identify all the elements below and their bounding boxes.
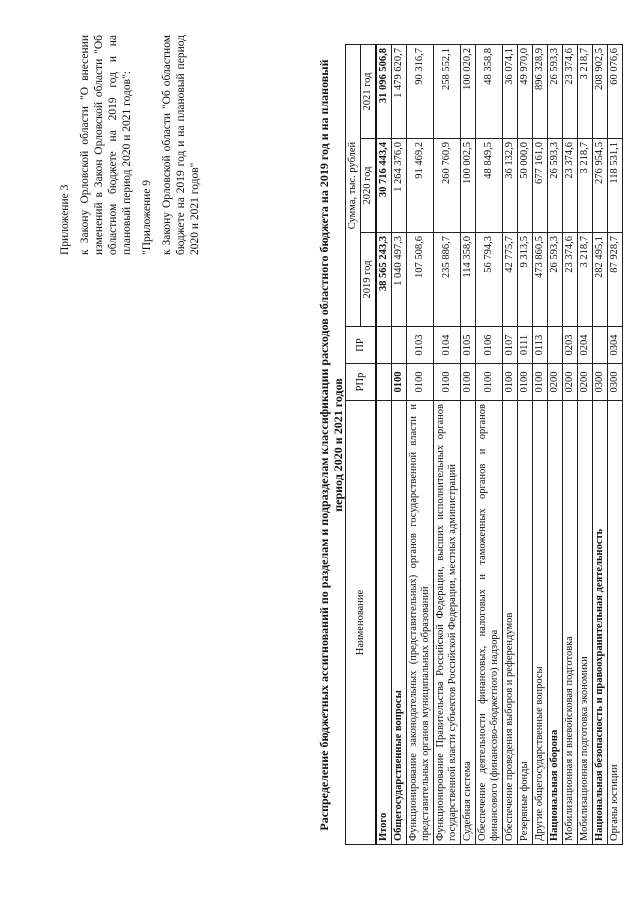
row-value-2020: 91 469,2 xyxy=(407,139,434,233)
row-rpr: 0100 xyxy=(503,364,518,401)
row-value-2020: 1 264 376,0 xyxy=(392,139,407,233)
row-value-2019: 38 565 243,3 xyxy=(376,233,392,327)
appendix-original-number: "Приложение 9 xyxy=(141,179,153,255)
row-value-2019: 23 374,6 xyxy=(563,233,578,327)
table-row xyxy=(518,45,533,845)
row-name: Национальная безопасность и правоохранительная деятельность xyxy=(593,401,608,845)
header-name: Наименование xyxy=(346,401,377,845)
row-rpr: 0100 xyxy=(434,364,461,401)
row-value-2021: 26 593,3 xyxy=(548,45,563,139)
row-name: Функционирование Правительства Российской Федерации, высших исполнительных органов государственной власти субъектов Российской Федерации, местных администраций xyxy=(434,401,461,845)
table-row xyxy=(407,45,434,845)
row-name: Итого xyxy=(376,401,392,845)
table-row xyxy=(548,45,563,845)
row-rpr: 0300 xyxy=(593,364,608,401)
appendix-block xyxy=(58,35,208,255)
row-value-2020: 3 218,7 xyxy=(578,139,593,233)
row-value-2021: 31 096 506,8 xyxy=(376,45,392,139)
row-pr: 0304 xyxy=(608,327,623,364)
row-name: Обеспечение проведения выборов и референдумов xyxy=(503,401,518,845)
row-value-2021: 48 358,8 xyxy=(476,45,503,139)
row-value-2019: 56 794,3 xyxy=(476,233,503,327)
row-pr xyxy=(593,327,608,364)
table-row xyxy=(434,45,461,845)
row-name: Другие общегосударственные вопросы xyxy=(533,401,548,845)
table-row xyxy=(461,45,476,845)
row-pr: 0103 xyxy=(407,327,434,364)
row-value-2019: 282 495,1 xyxy=(593,233,608,327)
row-value-2021: 60 076,6 xyxy=(608,45,623,139)
row-pr xyxy=(548,327,563,364)
row-pr: 0107 xyxy=(503,327,518,364)
row-name: Органы юстиции xyxy=(608,401,623,845)
row-pr: 0113 xyxy=(533,327,548,364)
table-row xyxy=(476,45,503,845)
row-value-2019: 42 775,7 xyxy=(503,233,518,327)
appendix-law-reference: к Закону Орловской области "О внесении изменений в Закон Орловской области "Об областном бюджете на 2019 год и на плановый период 2020 и 2021 годов": xyxy=(79,35,133,255)
row-value-2019: 9 313,5 xyxy=(518,233,533,327)
row-value-2020: 677 161,0 xyxy=(533,139,548,233)
table-row xyxy=(376,45,392,845)
row-name: Общегосударственные вопросы xyxy=(392,401,407,845)
header-2021: 2021 год xyxy=(361,45,377,139)
row-rpr: 0100 xyxy=(461,364,476,401)
document-title: Распределение бюджетных ассигнований по разделам и подразделам классификации расходов областного бюджета на 2019 год и на плановый период 2020 и 2021 годов xyxy=(317,59,345,831)
row-rpr: 0200 xyxy=(548,364,563,401)
header-pr: ПР xyxy=(346,327,377,364)
row-value-2021: 1 479 620,7 xyxy=(392,45,407,139)
table-row xyxy=(533,45,548,845)
header-rpr: РПр xyxy=(346,364,377,401)
row-value-2021: 90 316,7 xyxy=(407,45,434,139)
header-sum: Сумма, тыс. рублей xyxy=(346,45,361,327)
row-pr: 0111 xyxy=(518,327,533,364)
row-value-2021: 100 020,2 xyxy=(461,45,476,139)
row-value-2019: 1 040 497,3 xyxy=(392,233,407,327)
table-row xyxy=(578,45,593,845)
row-value-2020: 30 716 443,4 xyxy=(376,139,392,233)
row-rpr: 0300 xyxy=(608,364,623,401)
row-value-2021: 36 074,1 xyxy=(503,45,518,139)
row-rpr: 0200 xyxy=(563,364,578,401)
row-rpr: 0100 xyxy=(533,364,548,401)
table-row xyxy=(608,45,623,845)
row-value-2021: 49 970,0 xyxy=(518,45,533,139)
row-value-2020: 26 593,3 xyxy=(548,139,563,233)
row-pr xyxy=(392,327,407,364)
row-value-2021: 258 552,1 xyxy=(434,45,461,139)
table-row xyxy=(563,45,578,845)
row-rpr xyxy=(376,364,392,401)
row-name: Мобилизационная подготовка экономики xyxy=(578,401,593,845)
appendix-number: Приложение 3 xyxy=(59,184,71,255)
row-rpr: 0100 xyxy=(392,364,407,401)
row-value-2020: 36 132,9 xyxy=(503,139,518,233)
budget-table xyxy=(345,44,623,845)
row-value-2020: 23 374,6 xyxy=(563,139,578,233)
row-name: Обеспечение деятельности финансовых, налоговых и таможенных органов и органов финансового (финансово-бюджетного) надзора xyxy=(476,401,503,845)
row-pr xyxy=(376,327,392,364)
row-value-2019: 473 860,5 xyxy=(533,233,548,327)
row-value-2020: 276 954,5 xyxy=(593,139,608,233)
row-name: Функционирование законодательных (представительных) органов государственной власти и представительных органов муниципальных образований xyxy=(407,401,434,845)
row-value-2019: 114 358,0 xyxy=(461,233,476,327)
row-value-2020: 260 760,9 xyxy=(434,139,461,233)
row-value-2020: 48 849,5 xyxy=(476,139,503,233)
row-value-2021: 23 374,6 xyxy=(563,45,578,139)
row-name: Судебная система xyxy=(461,401,476,845)
row-value-2019: 235 886,7 xyxy=(434,233,461,327)
row-rpr: 0100 xyxy=(407,364,434,401)
row-value-2019: 3 218,7 xyxy=(578,233,593,327)
table-row xyxy=(593,45,608,845)
row-pr: 0204 xyxy=(578,327,593,364)
header-2019: 2019 год xyxy=(361,233,377,327)
row-rpr: 0200 xyxy=(578,364,593,401)
row-value-2020: 100 002,5 xyxy=(461,139,476,233)
row-name: Мобилизационная и вневойсковая подготовка xyxy=(563,401,578,845)
appendix-original-reference: к Закону Орловской области "Об областном бюджете на 2019 год и на плановый период 2020 и 2021 годов" xyxy=(161,35,201,255)
row-value-2021: 3 218,7 xyxy=(578,45,593,139)
row-name: Национальная оборона xyxy=(548,401,563,845)
row-value-2021: 208 902,5 xyxy=(593,45,608,139)
row-value-2020: 118 531,1 xyxy=(608,139,623,233)
header-2020: 2020 год xyxy=(361,139,377,233)
row-value-2019: 26 593,3 xyxy=(548,233,563,327)
row-pr: 0104 xyxy=(434,327,461,364)
row-value-2019: 87 928,7 xyxy=(608,233,623,327)
row-name: Резервные фонды xyxy=(518,401,533,845)
table-header-row xyxy=(346,45,361,845)
row-value-2020: 50 000,0 xyxy=(518,139,533,233)
row-pr: 0106 xyxy=(476,327,503,364)
row-pr: 0203 xyxy=(563,327,578,364)
row-value-2019: 107 508,6 xyxy=(407,233,434,327)
row-pr: 0105 xyxy=(461,327,476,364)
row-rpr: 0100 xyxy=(518,364,533,401)
row-rpr: 0100 xyxy=(476,364,503,401)
table-row xyxy=(503,45,518,845)
row-value-2021: 896 328,9 xyxy=(533,45,548,139)
table-row xyxy=(392,45,407,845)
